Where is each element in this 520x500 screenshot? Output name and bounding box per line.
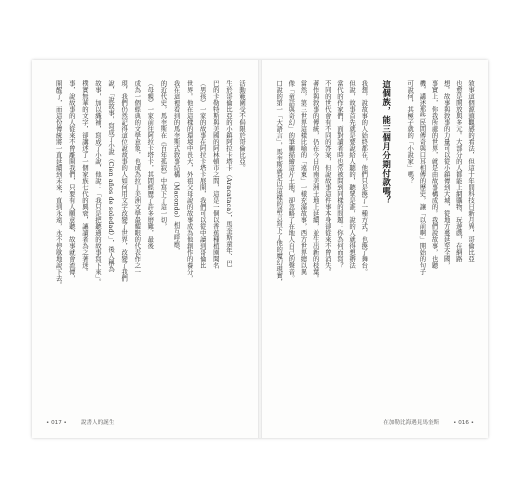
running-head: 說書人的誕生 xyxy=(80,420,115,426)
text-column: 著作與敘事的傳統，仍在今日的南美洲土地上延續，並生出新的枝葉。 xyxy=(311,80,319,282)
right-page-text xyxy=(275,80,475,375)
column-spacer xyxy=(397,80,402,375)
text-column: 活動範圍受不侷限於哥倫比亞。 xyxy=(238,80,245,171)
text-column: 當然，第三世界這樣比喻的「遠東」一樣充滿故事，西方世界總以異 xyxy=(299,80,307,275)
text-column: 說，「說故事，寫成了小說（Cien años de soledad）」，後人稱為 xyxy=(107,80,115,272)
text-column: 口說的第一「大語言」，馬奎斯就是以這樣的語言寫下了他的魔幻現實， xyxy=(275,80,283,285)
column-spacer xyxy=(372,80,377,375)
text-column: 事實上，你我所處的世界，就是由故事構成的。我們說故事，也聽 xyxy=(430,80,438,269)
text-column: 故事，加以織補，寫成了小說，他說：「我只是把聽過的故事寫下來」。 xyxy=(93,80,101,285)
text-column: 巴的卡勒特斯與美國的阿林頓市之間，這是一個以香蕉種植園聞名 xyxy=(211,80,219,269)
text-column: 但說，故事首先就是要說給人聽的，聽眾是誰，說的人就得想辦法 xyxy=(348,80,356,269)
left-page-text xyxy=(44,80,246,375)
text-column: 可說何，其極子就的「小說家」嗎？ xyxy=(406,80,414,184)
right-page xyxy=(261,60,488,438)
text-column: 也愈是開放與多元。大部分的人都能上網購物、玩遊戲，在網路 xyxy=(454,80,462,262)
section-heading: 這個族，能三個月分期付款嗎？ xyxy=(381,80,392,205)
text-column: 不同的世代會有不同的答案，但說故事這件事本身卻從來不曾消失。 xyxy=(323,80,331,275)
text-column: 開醒了，而這份傳統將一直延續到未來，直到永遠，永不停歇地說下去。 xyxy=(54,80,62,288)
text-column: 的近代史，馬奎斯在《百年孤寂》中寫下了這一切， xyxy=(159,80,167,230)
text-column: 像「童話與奇幻」的筆觸描繪這片土地，卻忽略了在地人自己的聲音。 xyxy=(287,80,295,282)
text-column: 我在這裡看到的馬奎斯式敘事結構（Macondo）相互呼應， xyxy=(172,80,180,254)
page-number: • 017 • xyxy=(46,420,67,426)
text-column: （男孩）一家的故事在阿拉卡塔卡展開，我們可以從中讀到哥倫比 xyxy=(198,80,206,269)
text-column: 事，說故事的人從來不曾離開我們，只要有人願意聽，故事就會流傳， xyxy=(67,80,75,282)
text-column: 當代的作家們，面對讀者時也常被問到同樣的問題：你為何而寫？ xyxy=(335,80,343,269)
book-spread xyxy=(32,60,488,438)
text-column: 機，講述那些民間傳奇與口耳相傳的歷史，讓「以前啊」開始的句子 xyxy=(418,80,426,275)
text-column: 世界。他在這樣的環境中長大，外祖父母說的故事成為他創作的養分， xyxy=(185,80,193,282)
text-column: 生於哥倫比亞的小鎮阿拉卡塔卡（Aracataca），馬奎斯童年、巴 xyxy=(224,80,232,267)
running-head: 在加勒比海遇見馬奎斯 xyxy=(383,420,440,426)
text-column: 想。故事與敘事的力量可以從小鎮傳到大城，從地方蔓延至全國， xyxy=(442,80,450,269)
text-column: 樸實無華的文字，卻講述了一個家族七代的興衰，讓讀者為之著迷。 xyxy=(80,80,88,275)
text-column: 現，我們仍然記得這位說故事的人如何用文字改變了世界，改變了我們 xyxy=(120,80,128,282)
text-column: 我想，說故事的人始終都在，他們只是換了一種方式，也換了舞台。 xyxy=(360,80,368,275)
page-number: • 016 • xyxy=(453,420,474,426)
text-column: 成為一個經典的文學意象，也成為拉丁美洲文學最耀眼的代表作之一 xyxy=(133,80,141,275)
page-footer xyxy=(46,418,114,426)
text-column: 敘事這個源頭觀感的看法，但這十年間科技日新月異，哥倫比亞 xyxy=(467,80,474,262)
left-page xyxy=(32,60,259,438)
page-footer xyxy=(383,418,474,426)
text-column: （母親）一家前往阿拉卡塔卡，其間經歷了許多磨難，最後 xyxy=(146,80,154,249)
